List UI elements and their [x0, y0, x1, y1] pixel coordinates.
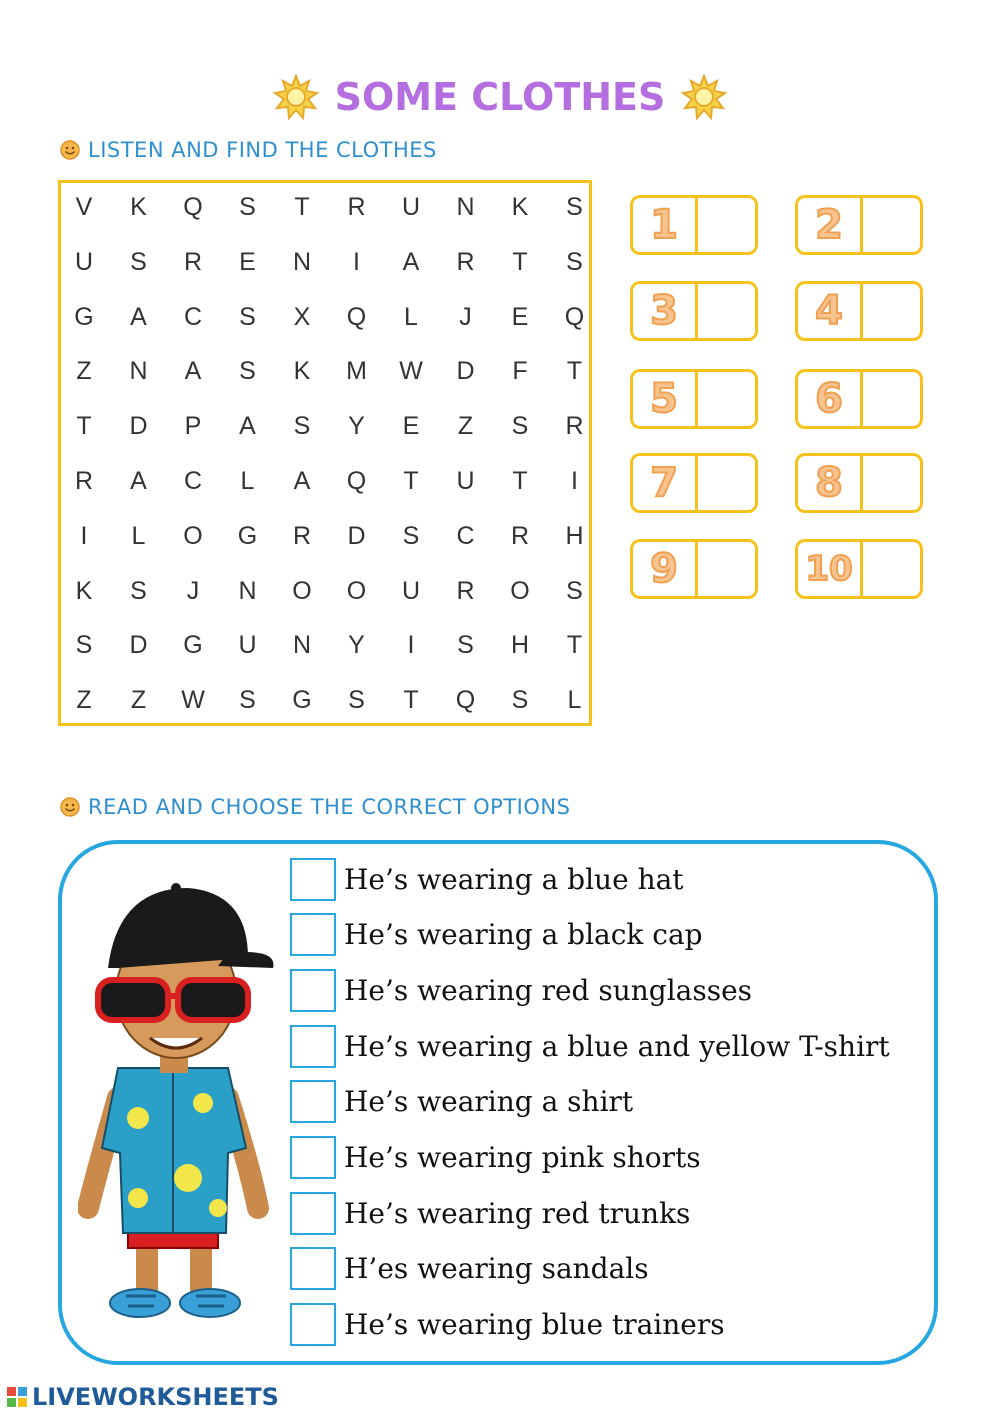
option-row: [290, 1135, 701, 1181]
option-checkbox[interactable]: [290, 858, 336, 901]
grid-letter[interactable]: U: [401, 193, 421, 221]
footer-brand-text: LIVEWORKSHEETS: [32, 1383, 279, 1411]
grid-letter[interactable]: O: [510, 576, 530, 605]
grid-letter[interactable]: Q: [455, 686, 476, 715]
section-heading-read: [60, 795, 570, 819]
grid-letter[interactable]: P: [184, 412, 202, 441]
grid-letter[interactable]: S: [239, 686, 256, 715]
answer-box-2: [795, 195, 923, 255]
grid-letter[interactable]: E: [511, 302, 529, 331]
grid-letter[interactable]: Z: [130, 686, 147, 715]
option-label: He’s wearing pink shorts: [344, 1141, 701, 1174]
answer-input[interactable]: [863, 284, 920, 338]
grid-letter[interactable]: Q: [346, 302, 367, 331]
grid-letter[interactable]: L: [567, 686, 582, 715]
grid-row: [61, 297, 589, 337]
answer-box-7: [630, 453, 758, 513]
grid-letter[interactable]: I: [407, 631, 415, 660]
grid-letter[interactable]: F: [512, 357, 528, 386]
option-label: He’s wearing a black cap: [344, 918, 703, 952]
option-row: [290, 1302, 725, 1348]
grid-letter[interactable]: Q: [346, 467, 367, 495]
grid-letter[interactable]: A: [184, 357, 202, 386]
grid-letter[interactable]: G: [183, 631, 203, 660]
grid-row: [61, 351, 589, 391]
answer-input[interactable]: [698, 372, 755, 426]
answer-input[interactable]: [698, 456, 755, 510]
grid-letter[interactable]: U: [238, 631, 257, 660]
grid-letter[interactable]: U: [401, 576, 421, 605]
answer-number: 4: [815, 288, 843, 334]
grid-letter[interactable]: Q: [183, 193, 203, 221]
grid-letter[interactable]: D: [347, 521, 366, 550]
grid-letter[interactable]: K: [293, 357, 311, 386]
answer-number: 8: [815, 460, 843, 506]
grid-letter[interactable]: N: [129, 357, 148, 386]
grid-letter[interactable]: S: [511, 412, 529, 441]
grid-letter[interactable]: Z: [76, 357, 92, 386]
answer-box-6: [795, 369, 923, 429]
grid-row: [61, 242, 589, 282]
word-search-grid: [58, 180, 592, 726]
sun-icon: [273, 74, 319, 120]
option-checkbox[interactable]: [290, 1303, 336, 1346]
grid-letter[interactable]: S: [566, 193, 583, 221]
grid-letter[interactable]: Q: [564, 302, 585, 331]
grid-letter[interactable]: D: [129, 631, 148, 660]
page-title: SOME CLOTHES: [334, 75, 666, 119]
answer-box-5: [630, 369, 758, 429]
option-row: [290, 967, 752, 1013]
grid-letter[interactable]: T: [294, 193, 310, 221]
option-row: [290, 1246, 649, 1292]
grid-letter[interactable]: I: [353, 247, 360, 276]
liveworksheets-logo-icon: [6, 1386, 28, 1408]
grid-letter[interactable]: O: [292, 576, 312, 605]
grid-letter[interactable]: S: [402, 521, 420, 550]
option-row: [290, 1079, 633, 1125]
grid-letter[interactable]: S: [130, 576, 147, 605]
option-checkbox[interactable]: [290, 969, 336, 1012]
grid-letter[interactable]: A: [130, 302, 147, 331]
boy-illustration: [78, 878, 274, 1324]
grid-letter[interactable]: E: [402, 412, 420, 441]
grid-letter[interactable]: W: [181, 686, 205, 715]
grid-letter[interactable]: S: [566, 247, 583, 276]
option-label: He’s wearing blue trainers: [344, 1308, 725, 1342]
option-label: H’es wearing sandals: [344, 1252, 649, 1286]
grid-letter[interactable]: N: [456, 193, 475, 221]
grid-letter[interactable]: K: [511, 193, 529, 221]
grid-letter[interactable]: T: [403, 467, 419, 495]
section-heading-text: READ AND CHOOSE THE CORRECT OPTIONS: [88, 795, 571, 819]
grid-letter[interactable]: G: [292, 686, 312, 715]
grid-letter[interactable]: S: [239, 357, 256, 386]
grid-letter[interactable]: R: [292, 521, 312, 550]
grid-letter[interactable]: H: [565, 521, 584, 550]
answer-box-10: [795, 539, 923, 599]
answer-box-8: [795, 453, 923, 513]
option-checkbox[interactable]: [290, 913, 336, 956]
grid-letter[interactable]: K: [75, 576, 93, 605]
grid-letter[interactable]: C: [183, 302, 203, 331]
grid-letter[interactable]: K: [130, 193, 147, 221]
grid-letter[interactable]: S: [293, 412, 311, 441]
answer-number: 6: [815, 376, 843, 422]
option-row: [290, 912, 703, 958]
grid-letter[interactable]: R: [565, 412, 584, 441]
grid-letter[interactable]: S: [348, 686, 365, 715]
grid-letter[interactable]: X: [293, 302, 311, 331]
answer-number: 1: [650, 202, 678, 248]
answer-input[interactable]: [863, 372, 920, 426]
answer-input[interactable]: [863, 456, 920, 510]
answer-box-4: [795, 281, 923, 341]
grid-letter[interactable]: N: [292, 247, 312, 276]
grid-letter[interactable]: J: [459, 302, 472, 331]
grid-letter[interactable]: T: [512, 247, 528, 276]
grid-letter[interactable]: I: [571, 467, 578, 495]
grid-row: [61, 571, 589, 611]
grid-letter[interactable]: T: [403, 686, 419, 715]
grid-letter[interactable]: O: [346, 576, 367, 605]
grid-letter[interactable]: A: [130, 467, 147, 495]
grid-letter[interactable]: S: [511, 686, 529, 715]
smiley-icon: [60, 797, 80, 817]
grid-letter[interactable]: T: [512, 467, 528, 495]
grid-row: [61, 187, 589, 227]
grid-row: [61, 406, 589, 446]
grid-letter[interactable]: R: [510, 521, 530, 550]
grid-row: [61, 516, 589, 556]
grid-letter[interactable]: R: [74, 467, 94, 495]
grid-letter[interactable]: R: [183, 247, 203, 276]
answer-number: 7: [650, 460, 678, 506]
option-row: [290, 1190, 690, 1236]
option-row: [290, 856, 684, 902]
grid-letter[interactable]: C: [183, 467, 203, 495]
grid-letter[interactable]: A: [293, 467, 311, 495]
grid-letter[interactable]: E: [239, 247, 256, 276]
answer-input[interactable]: [698, 198, 755, 252]
grid-letter[interactable]: L: [404, 302, 418, 331]
grid-letter[interactable]: T: [566, 357, 583, 386]
grid-letter[interactable]: L: [131, 521, 146, 550]
option-checkbox[interactable]: [290, 1136, 336, 1179]
grid-letter[interactable]: J: [186, 576, 200, 605]
answer-box-1: [630, 195, 758, 255]
grid-letter[interactable]: S: [239, 302, 256, 331]
grid-letter[interactable]: I: [80, 521, 88, 550]
smiley-icon: [60, 140, 80, 160]
answer-box-9: [630, 539, 758, 599]
grid-letter[interactable]: A: [239, 412, 256, 441]
answer-input[interactable]: [863, 198, 920, 252]
answer-number: 3: [650, 288, 678, 334]
grid-letter[interactable]: O: [183, 521, 203, 550]
grid-letter[interactable]: S: [130, 247, 147, 276]
grid-letter[interactable]: N: [292, 631, 312, 660]
grid-letter[interactable]: Z: [457, 412, 474, 441]
answer-input[interactable]: [698, 542, 755, 596]
grid-letter[interactable]: C: [456, 521, 475, 550]
grid-letter[interactable]: R: [456, 247, 475, 276]
grid-letter[interactable]: D: [456, 357, 475, 386]
grid-letter[interactable]: G: [237, 521, 258, 550]
grid-letter[interactable]: R: [347, 193, 366, 221]
section-heading-listen: [60, 138, 437, 162]
grid-letter[interactable]: S: [566, 576, 583, 605]
option-label: He’s wearing a blue hat: [344, 862, 684, 896]
option-label: He’s wearing red trunks: [344, 1196, 691, 1230]
grid-letter[interactable]: V: [75, 193, 93, 221]
grid-letter[interactable]: D: [129, 412, 148, 441]
grid-letter[interactable]: N: [238, 576, 257, 605]
answer-box-3: [630, 281, 758, 341]
sun-icon: [681, 74, 727, 120]
grid-letter[interactable]: S: [457, 631, 474, 660]
option-label: He’s wearing a shirt: [344, 1085, 634, 1119]
option-checkbox[interactable]: [290, 1080, 336, 1123]
answer-input[interactable]: [698, 284, 755, 338]
option-label: He’s wearing a blue and yellow T-shirt: [344, 1029, 890, 1063]
grid-row: [61, 461, 589, 501]
grid-letter[interactable]: Z: [76, 686, 92, 715]
footer-brand: [6, 1383, 279, 1411]
title-row: [0, 62, 1000, 132]
grid-row: [61, 625, 589, 665]
grid-letter[interactable]: A: [402, 247, 420, 276]
grid-letter[interactable]: W: [399, 357, 423, 386]
grid-letter[interactable]: M: [346, 357, 367, 386]
option-label: He’s wearing red sunglasses: [344, 973, 753, 1007]
option-checkbox[interactable]: [290, 1192, 336, 1235]
grid-letter[interactable]: R: [456, 576, 475, 605]
option-row: [290, 1023, 890, 1069]
grid-letter[interactable]: S: [75, 631, 93, 660]
grid-letter[interactable]: L: [240, 467, 255, 495]
grid-letter[interactable]: Y: [348, 412, 365, 441]
grid-letter[interactable]: S: [239, 193, 256, 221]
answer-number: 10: [805, 549, 853, 589]
grid-letter[interactable]: U: [456, 467, 475, 495]
answer-number: 9: [650, 546, 678, 592]
grid-row: [61, 680, 589, 720]
grid-letter[interactable]: H: [510, 631, 530, 660]
answer-input[interactable]: [863, 542, 920, 596]
grid-letter[interactable]: Y: [348, 631, 365, 660]
option-checkbox[interactable]: [290, 1025, 336, 1068]
grid-letter[interactable]: G: [74, 302, 94, 331]
grid-letter[interactable]: U: [74, 247, 94, 276]
option-checkbox[interactable]: [290, 1247, 336, 1290]
answer-number: 5: [650, 376, 678, 422]
section-heading-text: LISTEN AND FIND THE CLOTHES: [88, 138, 437, 162]
grid-letter[interactable]: T: [566, 631, 583, 660]
grid-letter[interactable]: T: [76, 412, 92, 441]
answer-number: 2: [815, 202, 843, 248]
